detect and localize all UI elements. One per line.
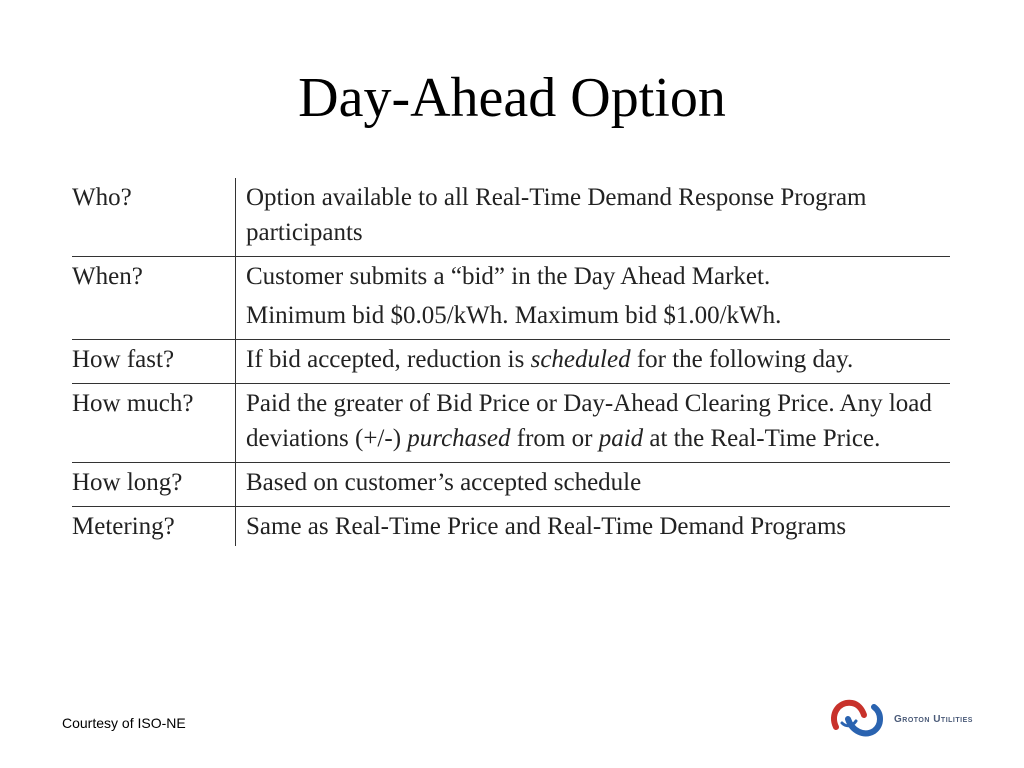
row-label-when: When?: [72, 257, 236, 340]
row-label-how-much: How much?: [72, 384, 236, 463]
how-much-emphasis-paid: paid: [598, 425, 644, 452]
row-desc-how-much: [236, 384, 951, 463]
info-table: [72, 178, 950, 546]
when-line-1: Customer submits a “bid” in the Day Ahead Market.: [246, 263, 771, 290]
table-row: [72, 463, 950, 507]
row-label-metering: Metering?: [72, 507, 236, 547]
table-row: [72, 340, 950, 384]
table-row: [72, 178, 950, 257]
row-label-who: Who?: [72, 184, 132, 211]
how-much-text-post: at the Real-Time Price.: [643, 425, 881, 452]
groton-utilities-logo-icon: [828, 697, 886, 741]
how-fast-text-pre: If bid accepted, reduction is: [246, 346, 531, 373]
row-desc-who: Option available to all Real-Time Demand Response Program participants: [236, 178, 951, 257]
table-row: [72, 507, 950, 547]
table-row: [72, 257, 950, 340]
how-much-text-mid: from or: [510, 425, 599, 452]
how-fast-text-post: for the following day.: [630, 346, 854, 373]
when-line-2: Minimum bid $0.05/kWh. Maximum bid $1.00/kWh.: [246, 302, 782, 329]
company-logo: [828, 696, 988, 742]
how-fast-emphasis: scheduled: [530, 346, 631, 373]
slide-title: Day-Ahead Option: [298, 67, 726, 129]
how-much-text-pre: Paid the greater of Bid Price or Day-Ahead Clearing Price. Any load deviations (+/-): [246, 390, 932, 452]
table-row: [72, 384, 950, 463]
how-much-emphasis-purchased: purchased: [407, 425, 511, 452]
row-desc-how-long: Based on customer’s accepted schedule: [236, 463, 951, 507]
row-label-how-long: How long?: [72, 463, 236, 507]
row-label-how-fast: How fast?: [72, 340, 236, 384]
row-desc-metering: Same as Real-Time Price and Real-Time Demand Programs: [236, 507, 951, 547]
logo-text: Groton Utilities: [894, 713, 973, 725]
row-desc-how-fast: [236, 340, 951, 384]
row-desc-when: [236, 257, 951, 340]
credit-text: Courtesy of ISO-NE: [62, 715, 186, 731]
